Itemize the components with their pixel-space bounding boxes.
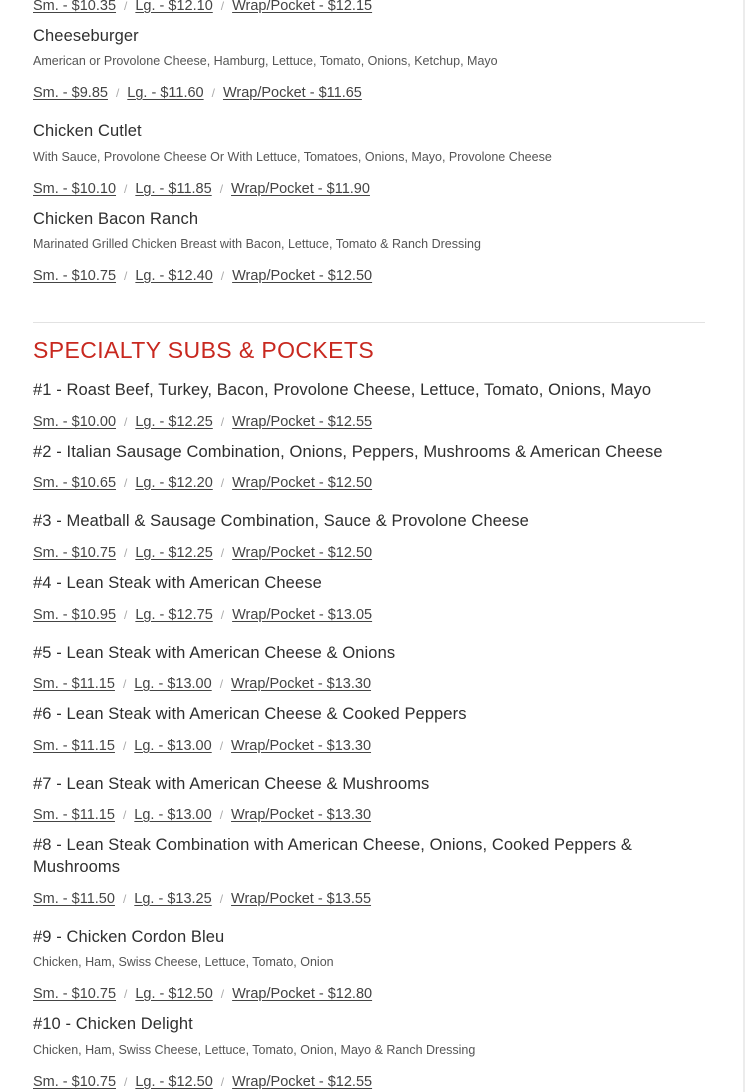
price-small-link[interactable]: Sm. - $10.65 <box>33 475 117 491</box>
price-separator: / <box>220 269 225 283</box>
price-large-link[interactable]: Lg. - $13.00 <box>134 676 212 692</box>
price-large-link[interactable]: Lg. - $13.00 <box>134 807 212 823</box>
price-wrap-link[interactable]: Wrap/Pocket - $12.55 <box>232 1074 373 1090</box>
price-wrap-link[interactable]: Wrap/Pocket - $12.55 <box>232 414 373 430</box>
price-wrap-link[interactable]: Wrap/Pocket - $13.30 <box>231 807 372 823</box>
price-separator: / <box>220 546 225 560</box>
item-title: #3 - Meatball & Sausage Combination, Sauce & Provolone Cheese <box>33 512 529 530</box>
price-separator: / <box>220 415 225 429</box>
price-large-link[interactable]: Lg. - $12.20 <box>135 475 213 491</box>
item-title: Chicken Bacon Ranch <box>33 210 199 228</box>
price-row <box>33 607 372 623</box>
price-separator: / <box>124 182 128 196</box>
section-heading: SPECIALTY SUBS & POCKETS <box>33 337 375 363</box>
price-row <box>33 85 362 101</box>
price-wrap-link[interactable]: Wrap/Pocket - $12.50 <box>232 268 373 284</box>
item-description: Chicken, Ham, Swiss Cheese, Lettuce, Tomato, Onion, Mayo & Ranch Dressing <box>33 1043 476 1057</box>
item-title: #4 - Lean Steak with American Cheese <box>33 574 322 592</box>
price-row <box>33 676 371 692</box>
price-row <box>33 545 372 561</box>
price-separator: / <box>124 269 128 283</box>
price-separator: / <box>219 739 224 753</box>
price-small-link[interactable]: Sm. - $10.75 <box>33 1074 117 1090</box>
price-small-link[interactable]: Sm. - $11.15 <box>33 676 115 692</box>
price-small-link[interactable]: Sm. - $10.95 <box>33 607 117 623</box>
price-separator: / <box>220 0 225 13</box>
price-separator: / <box>124 987 128 1001</box>
item-title: #2 - Italian Sausage Combination, Onions, Peppers, Mushrooms & American Cheese <box>33 443 663 461</box>
price-separator: / <box>124 1075 128 1089</box>
item-title: #1 - Roast Beef, Turkey, Bacon, Provolone Cheese, Lettuce, Tomato, Onions, Mayo <box>33 381 652 399</box>
price-small-link[interactable]: Sm. - $11.15 <box>33 807 115 823</box>
price-wrap-link[interactable]: Wrap/Pocket - $12.50 <box>232 545 373 561</box>
price-large-link[interactable]: Lg. - $11.85 <box>135 181 212 197</box>
price-row <box>33 1074 372 1090</box>
price-separator: / <box>124 476 128 490</box>
price-row <box>33 891 371 907</box>
item-description: With Sauce, Provolone Cheese Or With Lettuce, Tomatoes, Onions, Mayo, Provolone Cheese <box>33 150 552 164</box>
price-large-link[interactable]: Lg. - $12.25 <box>135 545 213 561</box>
price-separator: / <box>220 476 225 490</box>
price-separator: / <box>122 808 127 822</box>
price-row <box>33 268 372 284</box>
price-large-link[interactable]: Lg. - $12.75 <box>135 607 213 623</box>
price-separator: / <box>219 892 224 906</box>
price-small-link[interactable]: Sm. - $10.75 <box>33 268 117 284</box>
price-large-link[interactable]: Lg. - $12.10 <box>135 0 213 14</box>
price-separator: / <box>122 739 127 753</box>
price-large-link[interactable]: Lg. - $12.50 <box>135 1074 213 1090</box>
item-title: #5 - Lean Steak with American Cheese & Onions <box>33 644 396 662</box>
price-separator: / <box>219 808 224 822</box>
price-large-link[interactable]: Lg. - $13.25 <box>134 891 212 907</box>
price-separator: / <box>124 608 128 622</box>
item-title: #6 - Lean Steak with American Cheese & Cooked Peppers <box>33 705 467 723</box>
price-wrap-link[interactable]: Wrap/Pocket - $12.15 <box>232 0 373 14</box>
price-row <box>33 986 372 1002</box>
item-description: Chicken, Ham, Swiss Cheese, Lettuce, Tomato, Onion <box>33 955 334 969</box>
price-small-link[interactable]: Sm. - $10.35 <box>33 0 117 14</box>
price-wrap-link[interactable]: Wrap/Pocket - $13.30 <box>231 676 372 692</box>
price-small-link[interactable]: Sm. - $10.00 <box>33 414 117 430</box>
price-large-link[interactable]: Lg. - $13.00 <box>134 738 212 754</box>
price-row <box>33 414 372 430</box>
price-large-link[interactable]: Lg. - $12.50 <box>135 986 213 1002</box>
price-small-link[interactable]: Sm. - $11.50 <box>33 891 115 907</box>
item-title: #9 - Chicken Cordon Bleu <box>33 928 225 946</box>
item-description: American or Provolone Cheese, Hamburg, Lettuce, Tomato, Onions, Ketchup, Mayo <box>33 54 498 68</box>
price-wrap-link[interactable]: Wrap/Pocket - $13.55 <box>231 891 372 907</box>
price-separator: / <box>124 546 128 560</box>
price-separator: / <box>124 0 128 13</box>
price-small-link[interactable]: Sm. - $9.85 <box>33 85 108 101</box>
price-wrap-link[interactable]: Wrap/Pocket - $11.90 <box>231 181 370 197</box>
price-small-link[interactable]: Sm. - $11.15 <box>33 738 115 754</box>
price-small-link[interactable]: Sm. - $10.10 <box>33 181 117 197</box>
price-large-link[interactable]: Lg. - $12.25 <box>135 414 213 430</box>
item-description: Marinated Grilled Chicken Breast with Bacon, Lettuce, Tomato & Ranch Dressing <box>33 237 481 251</box>
price-wrap-link[interactable]: Wrap/Pocket - $11.65 <box>222 85 362 101</box>
price-separator: / <box>122 677 127 691</box>
price-large-link[interactable]: Lg. - $11.60 <box>127 85 204 101</box>
price-separator: / <box>220 608 225 622</box>
item-title: Cheeseburger <box>33 27 139 45</box>
price-row <box>33 475 372 491</box>
price-separator: / <box>124 415 128 429</box>
price-separator: / <box>115 86 120 100</box>
item-title-continued: Mushrooms <box>33 858 121 876</box>
price-row <box>33 181 370 197</box>
item-title: #7 - Lean Steak with American Cheese & Mushrooms <box>33 775 430 793</box>
price-small-link[interactable]: Sm. - $10.75 <box>33 986 117 1002</box>
item-title: #8 - Lean Steak Combination with American Cheese, Onions, Cooked Peppers & <box>33 836 632 854</box>
price-separator: / <box>220 1075 225 1089</box>
price-wrap-link[interactable]: Wrap/Pocket - $12.80 <box>232 986 373 1002</box>
item-title: #10 - Chicken Delight <box>33 1015 193 1033</box>
price-wrap-link[interactable]: Wrap/Pocket - $12.50 <box>232 475 373 491</box>
price-separator: / <box>220 987 225 1001</box>
price-wrap-link[interactable]: Wrap/Pocket - $13.30 <box>231 738 372 754</box>
price-separator: / <box>122 892 127 906</box>
price-row <box>33 807 371 823</box>
price-separator: / <box>211 86 215 100</box>
price-large-link[interactable]: Lg. - $12.40 <box>135 268 213 284</box>
price-row <box>33 738 371 754</box>
section-divider <box>33 322 705 323</box>
item-title: Chicken Cutlet <box>33 122 142 140</box>
price-separator: / <box>219 182 224 196</box>
price-row <box>33 0 372 14</box>
price-separator: / <box>219 677 224 691</box>
price-small-link[interactable]: Sm. - $10.75 <box>33 545 117 561</box>
price-wrap-link[interactable]: Wrap/Pocket - $13.05 <box>232 607 373 623</box>
